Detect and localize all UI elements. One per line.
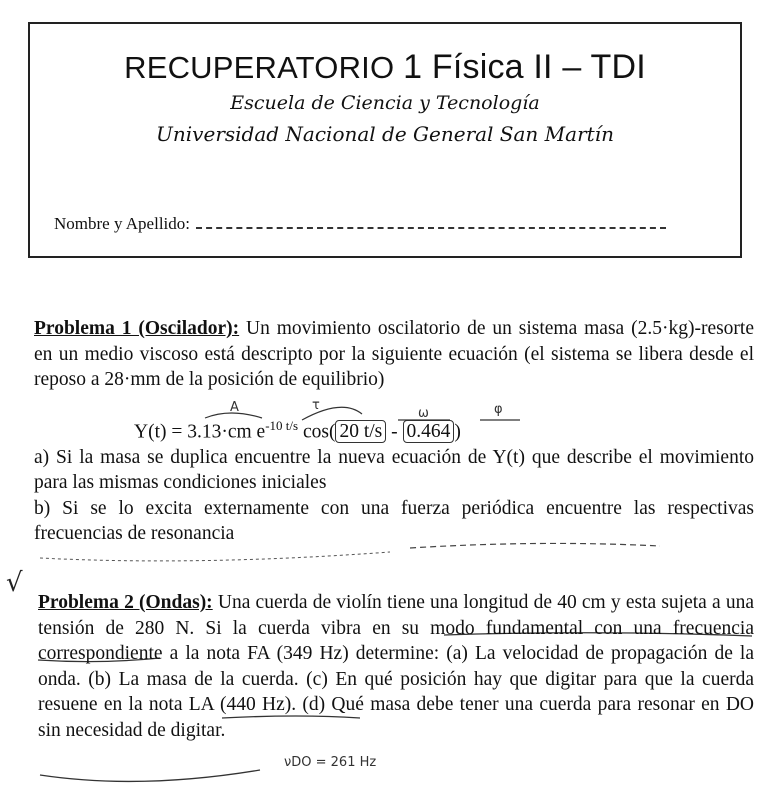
header-box — [28, 22, 742, 258]
equation-omega: 20 t/s — [335, 420, 386, 443]
problem-1-intro: Un movimiento oscilatorio de un sistema masa (2.5·kg)-resorte en un medio viscoso está descripto por la siguiente ecuación (el sistema se libera desde el reposo a 28·mm de la posición de equilibrio) — [34, 318, 754, 390]
problem-1-title: Problema 1 (Oscilador): — [34, 318, 240, 339]
annotation-omega: ω — [418, 406, 429, 421]
equation-exponent: -10 t/s — [265, 417, 299, 433]
equation-minus: - — [386, 421, 403, 442]
annotation-phi: φ — [494, 402, 503, 417]
exam-title-subject: 1 Física II – TDI — [403, 48, 646, 86]
name-blank-line[interactable] — [196, 217, 666, 229]
equation-close: ) — [454, 421, 461, 442]
university-name: Universidad Nacional de General San Martín — [156, 122, 614, 146]
problem-1 — [34, 316, 754, 547]
exam-title-main: RECUPERATORIO — [124, 50, 395, 85]
school-name: Escuela de Ciencia y Tecnología — [230, 92, 540, 114]
check-mark: √ — [6, 568, 23, 598]
problem-1-part-a: a) Si la masa se duplica encuentre la nueva ecuación de Y(t) que describe el movimiento para las mismas condiciones iniciales — [34, 446, 754, 493]
annotation-do-frequency: νDO = 261 Hz — [284, 755, 377, 770]
exam-title — [30, 48, 740, 87]
equation-phi: 0.464 — [403, 420, 455, 443]
name-label: Nombre y Apellido: — [54, 214, 190, 233]
problem-2-text: Una cuerda de violín tiene una longitud de 40 cm y esta sujeta a una tensión de 280 N. Si la cuerda vibra en su modo fundamental con una frecuencia correspondiente a la nota FA (349 Hz) determine: (a) La velocidad de propagación de la onda. (b) La masa de la cuerda. (c) En qué posición hay que digitar para que la cuerda resuene en la nota LA (440 Hz). (d) Qué masa debe tener una cuerda para resonar en DO sin necesidad de digitar. — [38, 592, 754, 741]
problem-1-part-b: b) Si se lo excita externamente con una fuerza periódica encuentre las respectivas frecuencias de resonancia — [34, 497, 754, 544]
problem-2-title: Problema 2 (Ondas): — [38, 592, 213, 613]
annotation-A: A — [230, 400, 239, 415]
problem-2 — [38, 590, 754, 743]
annotation-tau: τ — [312, 398, 320, 413]
equation-left: Y(t) = 3.13·cm e — [134, 421, 266, 442]
equation-cos: cos( — [298, 421, 336, 442]
problem-1-equation — [134, 413, 754, 445]
name-field — [54, 214, 666, 234]
